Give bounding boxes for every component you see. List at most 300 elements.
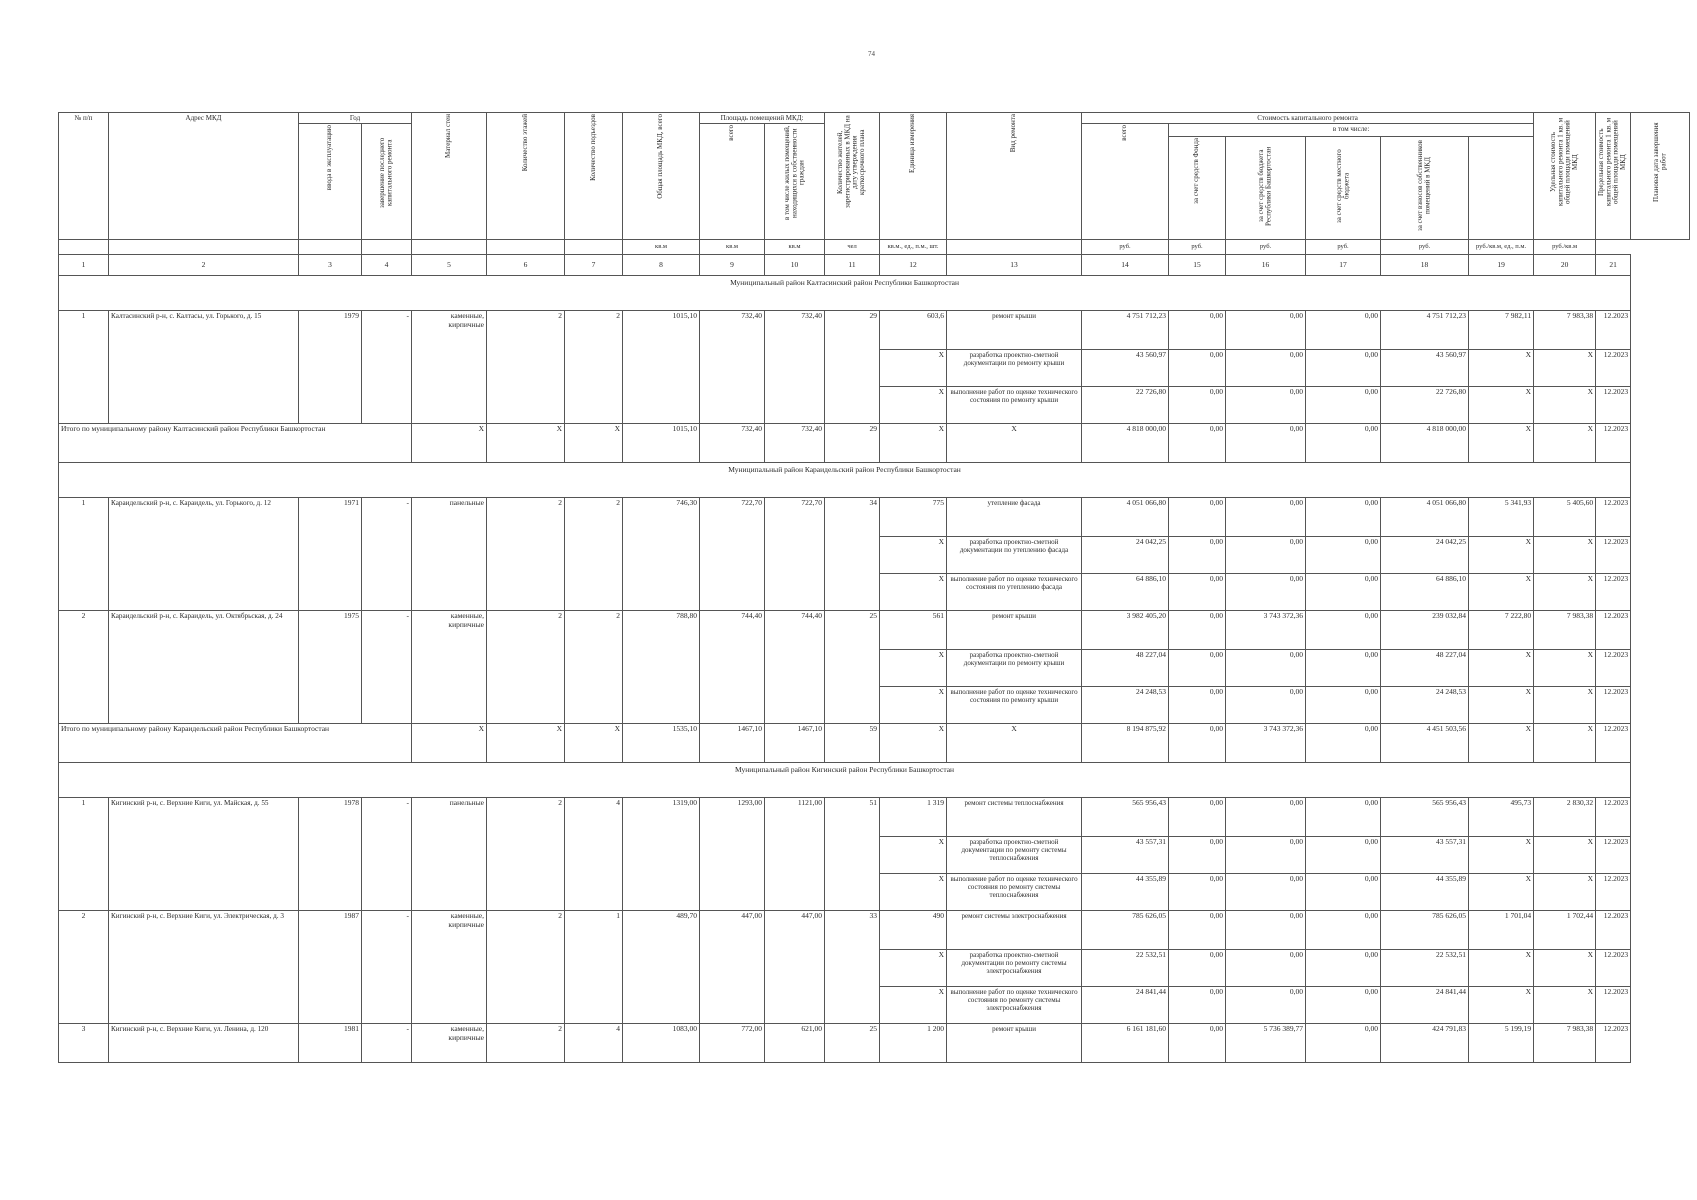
house-last-repair-cell: - xyxy=(362,611,412,724)
cost-fund-cell: 0,00 xyxy=(1169,987,1226,1024)
cost-total-cell: 24 042,25 xyxy=(1082,537,1169,574)
cost-local-cell: 0,00 xyxy=(1306,687,1381,724)
house-residents-cell: 29 xyxy=(825,311,880,424)
house-entrances-cell: 4 xyxy=(565,798,623,911)
house-residential-cell: 1121,00 xyxy=(765,798,825,911)
deadline-cell: 12.2023 xyxy=(1596,498,1631,537)
house-area-cell: 788,80 xyxy=(623,611,700,724)
house-entrances-cell: 2 xyxy=(565,498,623,611)
header-year-last-repair: завершение последнего капитального ремонта xyxy=(362,124,412,240)
deadline-cell: 12.2023 xyxy=(1596,798,1631,837)
total-entrances-cell: X xyxy=(565,424,623,463)
house-address-cell: Кигинский р-н, с. Верхние Киги, ул. Электрическая, д. 3 xyxy=(109,911,299,1024)
cost-fund-cell: 0,00 xyxy=(1169,537,1226,574)
header-num: № п/п xyxy=(59,113,109,240)
total-cost-fund-cell: 0,00 xyxy=(1169,424,1226,463)
cost-owners-cell: 785 626,05 xyxy=(1381,911,1469,950)
total-label-cell: Итого по муниципальному району Караидельский район Республики Башкортостан xyxy=(59,724,412,763)
total-floors-cell: X xyxy=(487,424,565,463)
house-row xyxy=(59,798,1690,837)
header-total-area: Общая площадь МКД, всего xyxy=(623,113,700,240)
total-residential-cell: 1467,10 xyxy=(765,724,825,763)
total-material-cell: X xyxy=(412,724,487,763)
cost-local-cell: 0,00 xyxy=(1306,498,1381,537)
total-cost-owners-cell: 4 451 503,56 xyxy=(1381,724,1469,763)
house-floors-cell: 2 xyxy=(487,611,565,724)
cost-local-cell: 0,00 xyxy=(1306,987,1381,1024)
house-row xyxy=(59,1024,1690,1063)
house-num-cell: 3 xyxy=(59,1024,109,1063)
column-number-cell: 6 xyxy=(487,255,565,276)
cost-fund-cell: 0,00 xyxy=(1169,911,1226,950)
unit-cell xyxy=(59,240,109,255)
cost-owners-cell: 22 726,80 xyxy=(1381,387,1469,424)
header-year-commission: ввода в эксплуатацию xyxy=(299,124,362,240)
work-unit-cell: 603,6 xyxy=(880,311,947,350)
unit-cost-cell: 5 199,19 xyxy=(1469,1024,1534,1063)
work-type-cell: выполнение работ по оценке технического состояния по ремонту крыши xyxy=(947,687,1082,724)
limit-cost-cell: X xyxy=(1534,387,1596,424)
header-local: за счет средств местного бюджета xyxy=(1306,137,1381,240)
house-residential-cell: 621,00 xyxy=(765,1024,825,1063)
work-type-cell: выполнение работ по оценке технического состояния по ремонту крыши xyxy=(947,387,1082,424)
work-type-cell: разработка проектно-сметной документации по ремонту крыши xyxy=(947,350,1082,387)
unit-cost-cell: 1 701,04 xyxy=(1469,911,1534,950)
cost-local-cell: 0,00 xyxy=(1306,911,1381,950)
house-num-cell: 2 xyxy=(59,611,109,724)
total-area-cell: 1535,10 xyxy=(623,724,700,763)
table-body xyxy=(59,240,1690,1063)
column-number-cell: 9 xyxy=(700,255,765,276)
house-residential-cell: 732,40 xyxy=(765,311,825,424)
cost-republic-cell: 0,00 xyxy=(1226,874,1306,911)
units-row xyxy=(59,240,1690,255)
work-unit-cell: X xyxy=(880,950,947,987)
header-entrances: Количество подъездов xyxy=(565,113,623,240)
unit-cost-cell: X xyxy=(1469,874,1534,911)
total-premises-cell: 1467,10 xyxy=(700,724,765,763)
cost-local-cell: 0,00 xyxy=(1306,311,1381,350)
house-num-cell: 1 xyxy=(59,311,109,424)
cost-owners-cell: 24 042,25 xyxy=(1381,537,1469,574)
column-number-cell: 14 xyxy=(1082,255,1169,276)
total-cost-owners-cell: 4 818 000,00 xyxy=(1381,424,1469,463)
header-unit-cost: Удельная стоимость капитального ремонта 1 кв. м общей площади помещений МКД xyxy=(1534,113,1596,240)
cost-owners-cell: 24 841,44 xyxy=(1381,987,1469,1024)
district-title-row xyxy=(59,276,1690,311)
cost-owners-cell: 4 751 712,23 xyxy=(1381,311,1469,350)
total-material-cell: X xyxy=(412,424,487,463)
deadline-cell: 12.2023 xyxy=(1596,650,1631,687)
cost-republic-cell: 0,00 xyxy=(1226,350,1306,387)
limit-cost-cell: X xyxy=(1534,350,1596,387)
column-number-cell: 21 xyxy=(1596,255,1631,276)
unit-cost-cell: X xyxy=(1469,387,1534,424)
unit-cost-cell: X xyxy=(1469,950,1534,987)
cost-owners-cell: 43 557,31 xyxy=(1381,837,1469,874)
total-limit-cost-cell: X xyxy=(1534,724,1596,763)
cost-total-cell: 22 726,80 xyxy=(1082,387,1169,424)
cost-local-cell: 0,00 xyxy=(1306,798,1381,837)
cost-total-cell: 64 886,10 xyxy=(1082,574,1169,611)
header-deadline: Плановая дата завершения работ xyxy=(1631,113,1690,240)
house-premises-cell: 722,70 xyxy=(700,498,765,611)
total-deadline-cell: 12.2023 xyxy=(1596,424,1631,463)
column-number-row xyxy=(59,255,1690,276)
limit-cost-cell: X xyxy=(1534,574,1596,611)
house-year-cell: 1978 xyxy=(299,798,362,911)
house-last-repair-cell: - xyxy=(362,311,412,424)
cost-local-cell: 0,00 xyxy=(1306,387,1381,424)
house-year-cell: 1979 xyxy=(299,311,362,424)
house-last-repair-cell: - xyxy=(362,798,412,911)
work-type-cell: разработка проектно-сметной документации по ремонту крыши xyxy=(947,650,1082,687)
deadline-cell: 12.2023 xyxy=(1596,574,1631,611)
header-premises-total: всего xyxy=(700,124,765,240)
house-floors-cell: 2 xyxy=(487,911,565,1024)
unit-cell: руб./кв.м, ед., п.м. xyxy=(1469,240,1534,255)
column-number-cell: 16 xyxy=(1226,255,1306,276)
cost-total-cell: 22 532,51 xyxy=(1082,950,1169,987)
deadline-cell: 12.2023 xyxy=(1596,911,1631,950)
house-entrances-cell: 2 xyxy=(565,311,623,424)
house-year-cell: 1981 xyxy=(299,1024,362,1063)
work-type-cell: ремонт системы теплоснабжения xyxy=(947,798,1082,837)
unit-cost-cell: X xyxy=(1469,574,1534,611)
total-cost-total-cell: 8 194 875,92 xyxy=(1082,724,1169,763)
cost-total-cell: 6 161 181,60 xyxy=(1082,1024,1169,1063)
work-type-cell: разработка проектно-сметной документации по ремонту системы теплоснабжения xyxy=(947,837,1082,874)
unit-cell xyxy=(412,240,487,255)
cost-fund-cell: 0,00 xyxy=(1169,950,1226,987)
limit-cost-cell: X xyxy=(1534,950,1596,987)
house-residents-cell: 34 xyxy=(825,498,880,611)
work-type-cell: выполнение работ по оценке технического состояния по ремонту системы электроснабжения xyxy=(947,987,1082,1024)
cost-republic-cell: 0,00 xyxy=(1226,650,1306,687)
limit-cost-cell: X xyxy=(1534,987,1596,1024)
house-area-cell: 1083,00 xyxy=(623,1024,700,1063)
total-floors-cell: X xyxy=(487,724,565,763)
work-unit-cell: X xyxy=(880,537,947,574)
header-work-type: Вид ремонта xyxy=(947,113,1082,240)
limit-cost-cell: 7 983,38 xyxy=(1534,1024,1596,1063)
unit-cell: кв.м., ед., п.м., шт. xyxy=(880,240,947,255)
unit-cell xyxy=(109,240,299,255)
work-unit-cell: 490 xyxy=(880,911,947,950)
cost-fund-cell: 0,00 xyxy=(1169,387,1226,424)
cost-owners-cell: 64 886,10 xyxy=(1381,574,1469,611)
total-work-type-cell: X xyxy=(947,724,1082,763)
cost-fund-cell: 0,00 xyxy=(1169,650,1226,687)
deadline-cell: 12.2023 xyxy=(1596,537,1631,574)
total-residents-cell: 29 xyxy=(825,424,880,463)
header-cost-total: всего xyxy=(1082,124,1169,240)
total-premises-cell: 732,40 xyxy=(700,424,765,463)
cost-owners-cell: 48 227,04 xyxy=(1381,650,1469,687)
header-cost-group: Стоимость капитального ремонта xyxy=(1082,113,1534,124)
house-year-cell: 1971 xyxy=(299,498,362,611)
work-type-cell: утепление фасада xyxy=(947,498,1082,537)
work-type-cell: ремонт крыши xyxy=(947,311,1082,350)
work-unit-cell: X xyxy=(880,837,947,874)
work-type-cell: ремонт крыши xyxy=(947,611,1082,650)
total-residents-cell: 59 xyxy=(825,724,880,763)
house-address-cell: Караидельский р-н, с. Караидель, ул. Октябрьская, д. 24 xyxy=(109,611,299,724)
cost-total-cell: 43 560,97 xyxy=(1082,350,1169,387)
district-title: Муниципальный район Караидельский район Республики Башкортостан xyxy=(59,463,1631,498)
house-material-cell: панельные xyxy=(412,798,487,911)
header-floors: Количество этажей xyxy=(487,113,565,240)
header-wall-material: Материал стен xyxy=(412,113,487,240)
cost-republic-cell: 0,00 xyxy=(1226,911,1306,950)
column-number-cell: 17 xyxy=(1306,255,1381,276)
unit-cost-cell: X xyxy=(1469,987,1534,1024)
deadline-cell: 12.2023 xyxy=(1596,837,1631,874)
deadline-cell: 12.2023 xyxy=(1596,611,1631,650)
cost-republic-cell: 0,00 xyxy=(1226,387,1306,424)
house-entrances-cell: 1 xyxy=(565,911,623,1024)
cost-local-cell: 0,00 xyxy=(1306,1024,1381,1063)
unit-cell: кв.м xyxy=(623,240,700,255)
column-number-cell: 11 xyxy=(825,255,880,276)
house-address-cell: Караидельский р-н, с. Караидель, ул. Горького, д. 12 xyxy=(109,498,299,611)
column-number-cell: 18 xyxy=(1381,255,1469,276)
house-num-cell: 1 xyxy=(59,498,109,611)
house-premises-cell: 744,40 xyxy=(700,611,765,724)
house-material-cell: каменные, кирпичные xyxy=(412,311,487,424)
unit-cell: руб. xyxy=(1082,240,1169,255)
total-limit-cost-cell: X xyxy=(1534,424,1596,463)
work-type-cell: ремонт крыши xyxy=(947,1024,1082,1063)
cost-owners-cell: 4 051 066,80 xyxy=(1381,498,1469,537)
house-floors-cell: 2 xyxy=(487,1024,565,1063)
district-title: Муниципальный район Калтасинский район Республики Башкортостан xyxy=(59,276,1631,311)
cost-owners-cell: 24 248,53 xyxy=(1381,687,1469,724)
cost-republic-cell: 0,00 xyxy=(1226,498,1306,537)
unit-cost-cell: X xyxy=(1469,537,1534,574)
cost-republic-cell: 5 736 389,77 xyxy=(1226,1024,1306,1063)
deadline-cell: 12.2023 xyxy=(1596,874,1631,911)
column-number-cell: 13 xyxy=(947,255,1082,276)
page-number: 74 xyxy=(868,50,875,58)
header-fund: за счет средств Фонда xyxy=(1169,137,1226,240)
cost-fund-cell: 0,00 xyxy=(1169,350,1226,387)
work-unit-cell: X xyxy=(880,874,947,911)
deadline-cell: 12.2023 xyxy=(1596,311,1631,350)
unit-cost-cell: X xyxy=(1469,650,1534,687)
cost-republic-cell: 0,00 xyxy=(1226,574,1306,611)
cost-total-cell: 4 051 066,80 xyxy=(1082,498,1169,537)
work-type-cell: разработка проектно-сметной документации по ремонту системы электроснабжения xyxy=(947,950,1082,987)
house-area-cell: 489,70 xyxy=(623,911,700,1024)
house-residential-cell: 722,70 xyxy=(765,498,825,611)
work-type-cell: выполнение работ по оценке технического состояния по ремонту системы теплоснабжения xyxy=(947,874,1082,911)
cost-fund-cell: 0,00 xyxy=(1169,687,1226,724)
house-premises-cell: 772,00 xyxy=(700,1024,765,1063)
cost-total-cell: 785 626,05 xyxy=(1082,911,1169,950)
house-year-cell: 1987 xyxy=(299,911,362,1024)
unit-cell xyxy=(299,240,362,255)
unit-cell: кв.м xyxy=(765,240,825,255)
cost-republic-cell: 0,00 xyxy=(1226,837,1306,874)
total-unit-cost-cell: X xyxy=(1469,424,1534,463)
column-number-cell: 3 xyxy=(299,255,362,276)
house-area-cell: 746,30 xyxy=(623,498,700,611)
header-row-1 xyxy=(59,113,1690,124)
total-work-unit-cell: X xyxy=(880,424,947,463)
house-row xyxy=(59,498,1690,537)
unit-cell: руб./кв.м xyxy=(1534,240,1596,255)
deadline-cell: 12.2023 xyxy=(1596,1024,1631,1063)
unit-cell: руб. xyxy=(1169,240,1226,255)
house-last-repair-cell: - xyxy=(362,911,412,1024)
total-work-type-cell: X xyxy=(947,424,1082,463)
unit-cell: руб. xyxy=(1306,240,1381,255)
column-number-cell: 7 xyxy=(565,255,623,276)
house-area-cell: 1015,10 xyxy=(623,311,700,424)
unit-cell: чел xyxy=(825,240,880,255)
work-unit-cell: 1 200 xyxy=(880,1024,947,1063)
house-num-cell: 2 xyxy=(59,911,109,1024)
header-limit-cost: Предельная стоимость капитального ремонта 1 кв. м общей площади помещений МКД xyxy=(1596,113,1631,240)
unit-cost-cell: 7 982,11 xyxy=(1469,311,1534,350)
total-cost-republic-cell: 0,00 xyxy=(1226,424,1306,463)
cost-republic-cell: 3 743 372,36 xyxy=(1226,611,1306,650)
unit-cost-cell: X xyxy=(1469,687,1534,724)
unit-cost-cell: X xyxy=(1469,837,1534,874)
cost-local-cell: 0,00 xyxy=(1306,874,1381,911)
limit-cost-cell: 7 983,38 xyxy=(1534,611,1596,650)
unit-cell: руб. xyxy=(1381,240,1469,255)
limit-cost-cell: 1 702,44 xyxy=(1534,911,1596,950)
cost-total-cell: 43 557,31 xyxy=(1082,837,1169,874)
total-entrances-cell: X xyxy=(565,724,623,763)
house-row xyxy=(59,911,1690,950)
deadline-cell: 12.2023 xyxy=(1596,387,1631,424)
work-type-cell: разработка проектно-сметной документации по утеплению фасада xyxy=(947,537,1082,574)
house-residential-cell: 447,00 xyxy=(765,911,825,1024)
deadline-cell: 12.2023 xyxy=(1596,350,1631,387)
cost-fund-cell: 0,00 xyxy=(1169,837,1226,874)
cost-fund-cell: 0,00 xyxy=(1169,498,1226,537)
cost-republic-cell: 0,00 xyxy=(1226,798,1306,837)
column-number-cell: 5 xyxy=(412,255,487,276)
unit-cell xyxy=(487,240,565,255)
house-residents-cell: 25 xyxy=(825,1024,880,1063)
header-unit: Единица измерения xyxy=(880,113,947,240)
column-number-cell: 4 xyxy=(362,255,412,276)
cost-fund-cell: 0,00 xyxy=(1169,611,1226,650)
house-num-cell: 1 xyxy=(59,798,109,911)
total-cost-republic-cell: 3 743 372,36 xyxy=(1226,724,1306,763)
limit-cost-cell: 2 830,32 xyxy=(1534,798,1596,837)
limit-cost-cell: X xyxy=(1534,874,1596,911)
cost-total-cell: 565 956,43 xyxy=(1082,798,1169,837)
house-floors-cell: 2 xyxy=(487,498,565,611)
column-number-cell: 1 xyxy=(59,255,109,276)
house-entrances-cell: 2 xyxy=(565,611,623,724)
work-unit-cell: 561 xyxy=(880,611,947,650)
house-row xyxy=(59,311,1690,350)
limit-cost-cell: X xyxy=(1534,687,1596,724)
house-material-cell: каменные, кирпичные xyxy=(412,611,487,724)
house-address-cell: Кигинский р-н, с. Верхние Киги, ул. Майская, д. 55 xyxy=(109,798,299,911)
total-cost-total-cell: 4 818 000,00 xyxy=(1082,424,1169,463)
column-number-cell: 20 xyxy=(1534,255,1596,276)
unit-cost-cell: 7 222,80 xyxy=(1469,611,1534,650)
house-row xyxy=(59,611,1690,650)
cost-fund-cell: 0,00 xyxy=(1169,874,1226,911)
cost-local-cell: 0,00 xyxy=(1306,950,1381,987)
repair-plan-table xyxy=(58,112,1690,1063)
work-unit-cell: 775 xyxy=(880,498,947,537)
cost-total-cell: 4 751 712,23 xyxy=(1082,311,1169,350)
column-number-cell: 10 xyxy=(765,255,825,276)
unit-cell xyxy=(362,240,412,255)
header-year-group: Год xyxy=(299,113,412,124)
header-address: Адрес МКД xyxy=(109,113,299,240)
column-number-cell: 8 xyxy=(623,255,700,276)
header-premises-group: Площадь помещений МКД: xyxy=(700,113,825,124)
cost-total-cell: 44 355,89 xyxy=(1082,874,1169,911)
column-number-cell: 2 xyxy=(109,255,299,276)
limit-cost-cell: X xyxy=(1534,537,1596,574)
work-unit-cell: X xyxy=(880,387,947,424)
deadline-cell: 12.2023 xyxy=(1596,950,1631,987)
limit-cost-cell: 5 405,60 xyxy=(1534,498,1596,537)
limit-cost-cell: X xyxy=(1534,650,1596,687)
cost-local-cell: 0,00 xyxy=(1306,574,1381,611)
district-total-row xyxy=(59,724,1690,763)
house-floors-cell: 2 xyxy=(487,311,565,424)
header-residents: Количество жителей, зарегистрированных в МКД на дату утверждения краткосрочного плана xyxy=(825,113,880,240)
cost-fund-cell: 0,00 xyxy=(1169,1024,1226,1063)
total-cost-local-cell: 0,00 xyxy=(1306,724,1381,763)
district-title-row xyxy=(59,763,1690,798)
cost-local-cell: 0,00 xyxy=(1306,350,1381,387)
unit-cell: кв.м xyxy=(700,240,765,255)
house-material-cell: панельные xyxy=(412,498,487,611)
total-unit-cost-cell: X xyxy=(1469,724,1534,763)
cost-local-cell: 0,00 xyxy=(1306,537,1381,574)
cost-fund-cell: 0,00 xyxy=(1169,574,1226,611)
house-material-cell: каменные, кирпичные xyxy=(412,911,487,1024)
deadline-cell: 12.2023 xyxy=(1596,687,1631,724)
house-premises-cell: 1293,00 xyxy=(700,798,765,911)
unit-cost-cell: 5 341,93 xyxy=(1469,498,1534,537)
house-premises-cell: 732,40 xyxy=(700,311,765,424)
cost-owners-cell: 565 956,43 xyxy=(1381,798,1469,837)
house-address-cell: Калтасинский р-н, с. Калтасы, ул. Горького, д. 15 xyxy=(109,311,299,424)
work-unit-cell: X xyxy=(880,350,947,387)
total-area-cell: 1015,10 xyxy=(623,424,700,463)
header-republic: за счет средств бюджета Республики Башкортостан xyxy=(1226,137,1306,240)
work-type-cell: ремонт системы электроснабжения xyxy=(947,911,1082,950)
cost-local-cell: 0,00 xyxy=(1306,837,1381,874)
house-floors-cell: 2 xyxy=(487,798,565,911)
unit-cell xyxy=(565,240,623,255)
column-number-cell: 19 xyxy=(1469,255,1534,276)
unit-cell xyxy=(947,240,1082,255)
cost-republic-cell: 0,00 xyxy=(1226,537,1306,574)
total-residential-cell: 732,40 xyxy=(765,424,825,463)
house-last-repair-cell: - xyxy=(362,498,412,611)
unit-cost-cell: 495,73 xyxy=(1469,798,1534,837)
unit-cell: руб. xyxy=(1226,240,1306,255)
cost-republic-cell: 0,00 xyxy=(1226,950,1306,987)
district-total-row xyxy=(59,424,1690,463)
cost-total-cell: 24 841,44 xyxy=(1082,987,1169,1024)
